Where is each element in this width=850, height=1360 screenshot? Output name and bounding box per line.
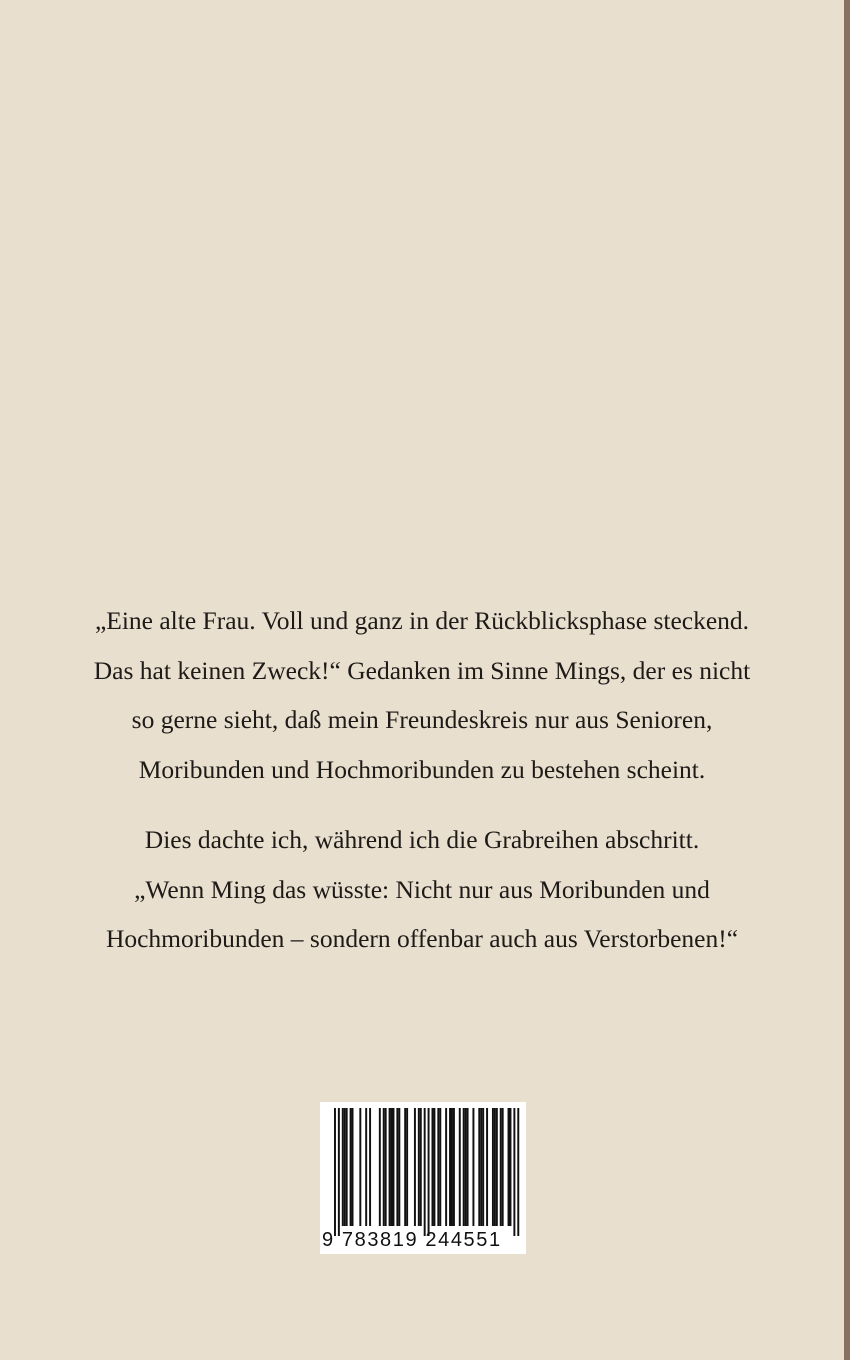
barcode-bar (398, 1108, 400, 1226)
barcode-bar (482, 1108, 484, 1226)
barcode-bar (334, 1108, 336, 1236)
barcode-bar (352, 1108, 354, 1226)
blurb-line: „Wenn Ming das wüsste: Nicht nur aus Moribunden und (134, 874, 710, 904)
barcode-bar (510, 1108, 512, 1226)
barcode-bar (502, 1108, 504, 1226)
barcode-bar (437, 1108, 439, 1226)
barcode-bar (517, 1108, 519, 1236)
barcode-bar (459, 1108, 461, 1226)
blurb-paragraph-2 (60, 815, 784, 964)
blurb-line: „Eine alte Frau. Voll und ganz in der Rückblicksphase steckend. (94, 606, 750, 635)
barcode-bar (494, 1108, 496, 1226)
blurb-line: so gerne sieht, daß mein Freundeskreis nur aus Senioren, (131, 705, 713, 734)
barcode-bar (508, 1108, 510, 1226)
barcode-bar (418, 1108, 420, 1226)
barcode-bar (480, 1108, 482, 1226)
barcode-bar (451, 1108, 453, 1226)
barcode-bar (433, 1108, 435, 1226)
barcode-bar (486, 1108, 488, 1226)
barcode-bar (346, 1108, 348, 1226)
blurb-line: Das hat keinen Zweck!“ Gedanken im Sinne Mings, der es nicht (93, 655, 751, 685)
barcode-bar (465, 1108, 467, 1226)
barcode-bar (359, 1108, 361, 1226)
barcode-bar (404, 1108, 406, 1226)
blurb-line: Hochmoribunden – sondern offenbar auch aus Verstorbenen!“ (105, 924, 739, 953)
barcode-bar (424, 1108, 426, 1236)
barcode-bar (389, 1108, 391, 1226)
barcode-bar (396, 1108, 398, 1226)
barcode-bar (467, 1108, 469, 1226)
barcode-bar (342, 1108, 344, 1226)
barcode-bar (350, 1108, 352, 1226)
barcode-bar (492, 1108, 494, 1226)
barcode-bar (428, 1108, 430, 1236)
blurb-line: Moribunden und Hochmoribunden zu bestehen scheint. (138, 754, 706, 784)
barcode-bar (453, 1108, 455, 1226)
barcode-bar (445, 1108, 447, 1226)
barcode-bar (385, 1108, 387, 1226)
barcode-bar (463, 1108, 465, 1226)
barcode-bar (449, 1108, 451, 1226)
barcode-bar (472, 1108, 474, 1226)
barcode-bar (478, 1108, 480, 1226)
barcode-bar (379, 1108, 381, 1226)
barcode-bar (406, 1108, 408, 1226)
barcode-bar (414, 1108, 416, 1226)
blurb-paragraph-1 (60, 596, 784, 794)
isbn-number: 9 783819 244551 (322, 1229, 502, 1251)
barcode-bar (393, 1108, 395, 1226)
barcode-bar (369, 1108, 371, 1226)
barcode-bar (391, 1108, 393, 1226)
barcode-bar (338, 1108, 340, 1236)
blurb-line: Dies dachte ich, während ich die Grabreihen abschritt. (144, 825, 700, 854)
barcode-bar (383, 1108, 385, 1226)
barcode-bar (500, 1108, 502, 1226)
barcode-bar (513, 1108, 515, 1236)
barcode-bar (365, 1108, 367, 1226)
barcode-bar (420, 1108, 422, 1226)
barcode-bar (439, 1108, 441, 1226)
barcode-bar (496, 1108, 498, 1226)
barcode-bar (432, 1108, 434, 1226)
barcode-bar (344, 1108, 346, 1226)
spine-edge (844, 0, 850, 1360)
back-cover-blurb (60, 596, 784, 964)
